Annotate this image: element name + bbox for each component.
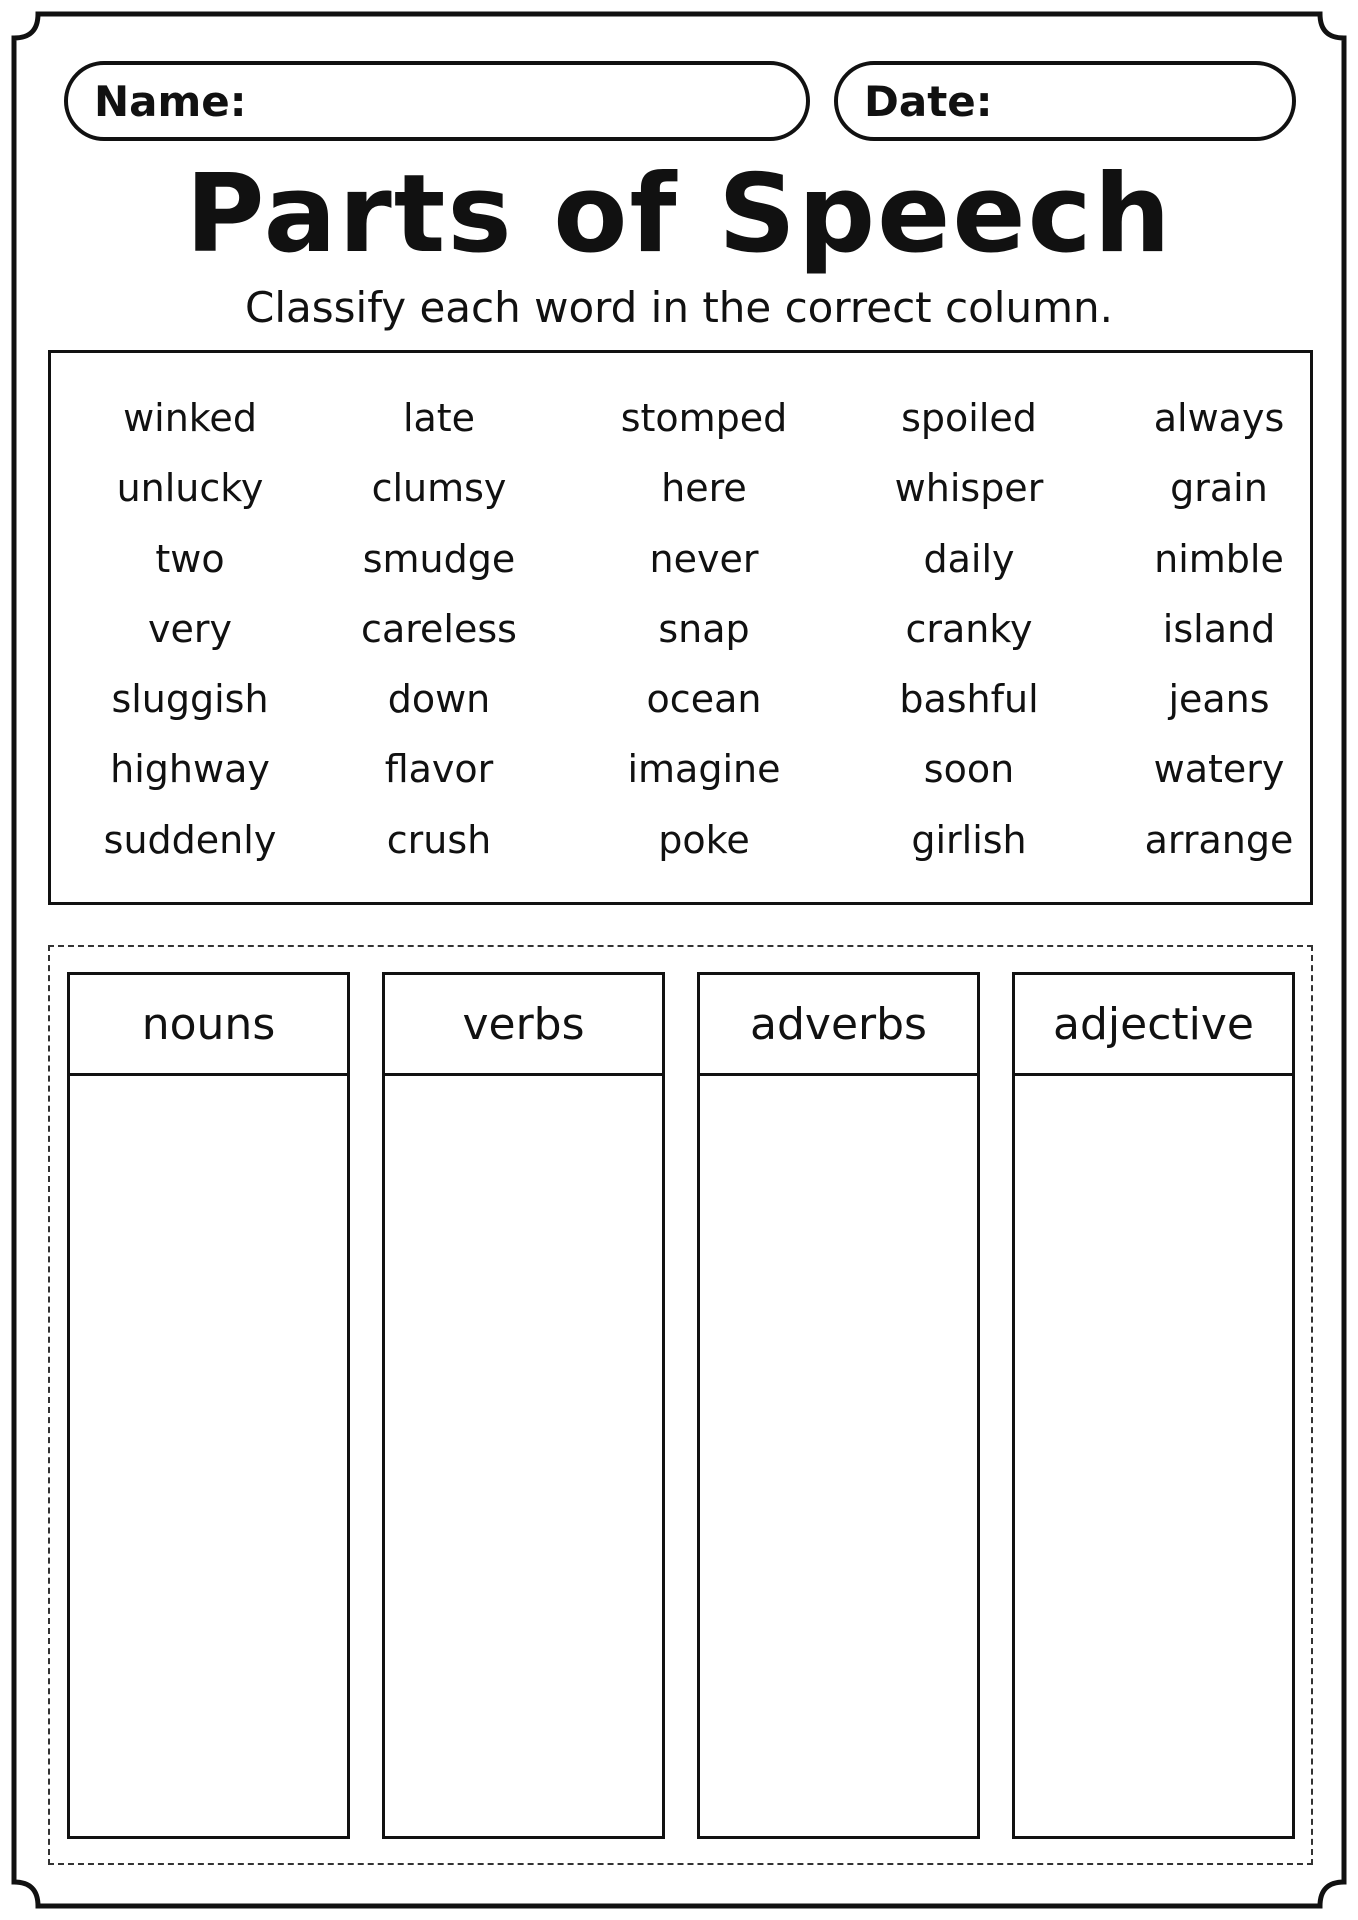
word-item[interactable]: arrange <box>1144 817 1294 862</box>
column-drop-zone[interactable] <box>385 1076 662 1836</box>
word-item[interactable]: cranky <box>905 606 1033 651</box>
word-item[interactable]: soon <box>923 747 1015 792</box>
word-item[interactable]: clumsy <box>371 466 507 511</box>
column-adjective <box>1012 972 1295 1839</box>
column-verbs <box>382 972 665 1839</box>
word-item[interactable]: poke <box>658 817 750 862</box>
word-item[interactable]: very <box>148 606 232 651</box>
word-item[interactable]: bashful <box>899 677 1039 722</box>
word-item[interactable]: nimble <box>1154 536 1284 581</box>
column-nouns <box>67 972 350 1839</box>
sorting-area <box>48 945 1313 1865</box>
column-adverbs <box>697 972 980 1839</box>
word-item[interactable]: snap <box>658 606 750 651</box>
name-field[interactable] <box>64 61 810 141</box>
word-item[interactable]: whisper <box>894 466 1044 511</box>
word-item[interactable]: careless <box>361 606 517 651</box>
column-drop-zone[interactable] <box>70 1076 347 1836</box>
date-label: Date: <box>864 76 993 126</box>
word-item[interactable]: grain <box>1170 466 1268 511</box>
word-item[interactable]: always <box>1153 396 1285 440</box>
word-item[interactable]: sluggish <box>111 677 269 722</box>
word-item[interactable]: late <box>402 396 476 440</box>
word-item[interactable]: spoiled <box>901 396 1037 440</box>
word-item[interactable]: two <box>155 536 225 581</box>
word-item[interactable]: imagine <box>627 747 781 792</box>
column-drop-zone[interactable] <box>1015 1076 1292 1836</box>
word-item[interactable]: island <box>1162 606 1276 651</box>
word-item[interactable]: daily <box>923 536 1015 581</box>
column-header: verbs <box>385 975 662 1076</box>
column-drop-zone[interactable] <box>700 1076 977 1836</box>
word-item[interactable]: jeans <box>1168 677 1270 722</box>
instructions: Classify each word in the correct column. <box>245 283 1113 332</box>
word-item[interactable]: down <box>387 677 491 722</box>
word-item[interactable]: highway <box>110 747 270 792</box>
word-item[interactable]: never <box>649 536 759 581</box>
word-item[interactable]: here <box>661 466 747 511</box>
date-field[interactable] <box>834 61 1296 141</box>
word-item[interactable]: unlucky <box>116 466 264 511</box>
word-item[interactable]: flavor <box>384 747 494 792</box>
column-header: adjective <box>1015 975 1292 1076</box>
word-item[interactable]: watery <box>1153 747 1285 792</box>
word-item[interactable]: girlish <box>911 817 1027 862</box>
word-grid <box>51 383 1310 875</box>
word-item[interactable]: smudge <box>362 536 516 581</box>
word-item[interactable]: ocean <box>646 677 762 722</box>
word-item[interactable]: stomped <box>620 396 788 440</box>
word-bank <box>48 350 1313 905</box>
name-label: Name: <box>94 76 247 126</box>
column-header: adverbs <box>700 975 977 1076</box>
word-item[interactable]: suddenly <box>103 817 277 862</box>
word-item[interactable]: crush <box>386 817 492 862</box>
column-header: nouns <box>70 975 347 1076</box>
page-title: Parts of Speech <box>185 152 1173 277</box>
word-item[interactable]: winked <box>123 396 257 440</box>
